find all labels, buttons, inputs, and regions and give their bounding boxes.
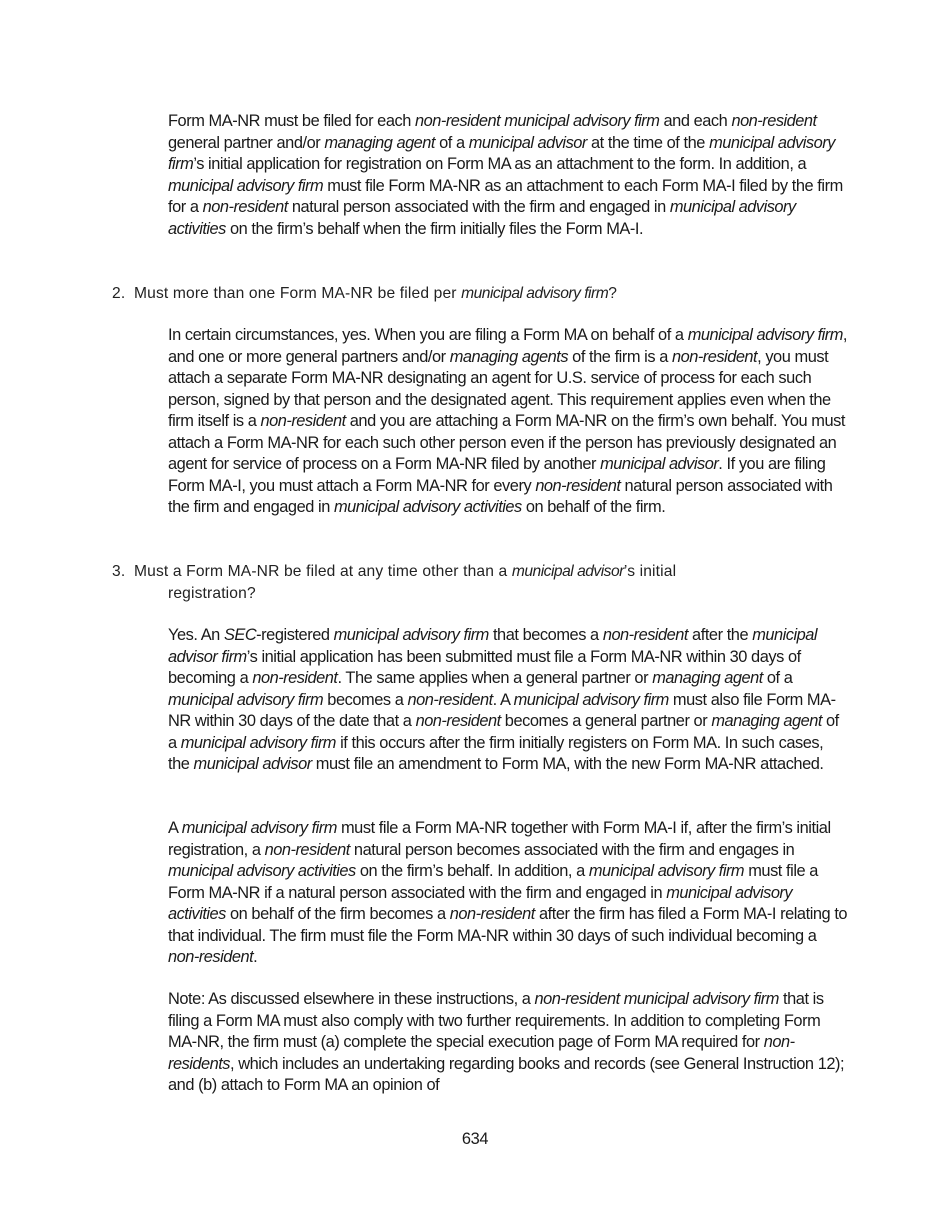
italic-term: municipal advisor bbox=[468, 133, 587, 152]
text-run: Form MA-NR must be filed for each bbox=[168, 112, 416, 130]
paragraph-1 bbox=[168, 111, 848, 240]
italic-term: non-resident bbox=[671, 347, 758, 366]
text-run: if this occurs after the firm initially registers on Form MA. In such cases, the bbox=[168, 733, 824, 773]
text-run: ’s initial application for registration on Form MA as an attachment to the form. In addition, a bbox=[193, 155, 807, 173]
italic-term: municipal advisory firm bbox=[687, 326, 843, 344]
text-run: of a bbox=[434, 133, 469, 152]
text-run: Must more than one Form MA-NR be filed per bbox=[134, 285, 462, 302]
italic-term: non-resident bbox=[407, 690, 493, 709]
italic-term: municipal advisory firm bbox=[180, 733, 336, 752]
text-run: . The same applies when a general partner or bbox=[337, 669, 653, 687]
text-run: ? bbox=[608, 285, 618, 302]
italic-term: managing agent bbox=[652, 669, 763, 687]
question-3 bbox=[112, 561, 832, 605]
italic-term: municipal advisory activities bbox=[333, 498, 522, 516]
italic-term: municipal advisory firm bbox=[181, 819, 337, 837]
page-number: 634 bbox=[461, 1130, 489, 1148]
text-run: . A bbox=[492, 690, 514, 709]
text-run: that becomes a bbox=[488, 626, 603, 644]
text-run: . bbox=[253, 948, 258, 966]
text-run: Must a Form MA-NR be filed at any time other than a bbox=[134, 563, 512, 580]
italic-term: non-resident bbox=[731, 112, 817, 130]
italic-term: non-resident bbox=[602, 626, 688, 644]
text-run: at the time of the bbox=[586, 133, 710, 152]
text-run: ’s initial bbox=[623, 563, 677, 580]
question-3-number: 3. bbox=[112, 563, 126, 580]
italic-term: non-resident bbox=[535, 476, 621, 495]
italic-term: municipal advisor bbox=[600, 455, 719, 473]
text-run: becomes a bbox=[323, 690, 408, 709]
text-run: must also file Form MA-NR within 30 days of the date that a bbox=[168, 690, 836, 730]
italic-term: municipal advisory activities bbox=[168, 862, 356, 880]
italic-term: municipal advisor bbox=[511, 563, 624, 580]
italic-term: non-resident bbox=[168, 948, 254, 966]
italic-term: non-resident bbox=[415, 712, 501, 730]
text-run: on the firm’s behalf when the firm initially files the Form MA-I. bbox=[225, 219, 644, 238]
text-run: of a bbox=[168, 712, 839, 752]
text-run: In certain circumstances, yes. When you are filing a Form MA on behalf of a bbox=[168, 326, 688, 344]
italic-term: non-resident bbox=[202, 198, 288, 216]
text-run: must file Form MA-NR as an attachment to each Form MA-I filed by the firm for a bbox=[168, 176, 843, 216]
paragraph-5-note bbox=[168, 989, 848, 1097]
text-run: after the bbox=[687, 626, 753, 644]
italic-term: non-resident bbox=[264, 840, 350, 859]
text-run: on the firm’s behalf. In addition, a bbox=[355, 862, 589, 880]
italic-term: non-resident bbox=[252, 669, 338, 687]
italic-term: municipal advisory firm bbox=[168, 133, 835, 173]
text-run: after the firm has filed a Form MA-I relating to that individual. The firm must file the Form MA-NR within 30 days of such individual becoming a bbox=[168, 905, 848, 945]
text-run: on behalf of the firm becomes a bbox=[225, 905, 450, 923]
italic-term: managing agents bbox=[449, 347, 569, 366]
text-run: of the firm is a bbox=[568, 347, 672, 366]
text-run: natural person associated with the firm and engaged in bbox=[287, 198, 670, 216]
question-2-text bbox=[112, 283, 832, 305]
paragraph-4 bbox=[168, 818, 848, 969]
text-run: of a bbox=[762, 669, 793, 687]
text-run: becomes a general partner or bbox=[500, 712, 712, 730]
italic-term: municipal advisory firm bbox=[588, 862, 745, 880]
text-run: . If you are filing Form MA-I, you must attach a Form MA-NR for every bbox=[168, 455, 826, 495]
text-run: must file a Form MA-NR if a natural person associated with the firm and engaged in bbox=[168, 862, 818, 902]
italic-term: managing agent bbox=[711, 712, 822, 730]
italic-term: municipal advisory firm bbox=[513, 690, 669, 709]
paragraph-2 bbox=[168, 325, 848, 519]
question-2-number: 2. bbox=[112, 285, 126, 302]
italic-term: non-resident municipal advisory firm bbox=[534, 990, 779, 1008]
text-run: , which includes an undertaking regarding books and records (see General Instruction 12); and (b) attach to Form MA an opinion of bbox=[168, 1054, 845, 1094]
text-run: must file an amendment to Form MA, with the new Form MA-NR attached. bbox=[311, 755, 824, 773]
text-run: Yes. An bbox=[168, 626, 224, 644]
text-run: must file a Form MA-NR together with Form MA-I if, after the firm’s initial registration, a bbox=[168, 819, 831, 859]
italic-term: municipal advisory firm bbox=[461, 285, 609, 302]
italic-term: non-resident bbox=[260, 412, 346, 430]
question-2 bbox=[112, 283, 832, 305]
text-run: natural person becomes associated with the firm and engages in bbox=[349, 840, 795, 859]
italic-term: municipal advisory firm bbox=[168, 690, 324, 709]
text-run: ’s initial application has been submitted must file a Form MA-NR within 30 days of becoming a bbox=[168, 647, 801, 687]
text-run: and you are attaching a Form MA-NR on the firm’s own behalf. You must attach a Form MA-NR for each such other person even if the person has previously designated an agent for service of process on a Form MA-NR filed by another bbox=[168, 412, 845, 473]
italic-term: SEC bbox=[223, 626, 257, 644]
italic-term: municipal advisor bbox=[193, 755, 312, 773]
text-run: that is filing a Form MA must also comply with two further requirements. In addition to completing Form MA-NR, the firm must (a) complete the special execution page of Form MA required for bbox=[168, 990, 824, 1051]
question-3-text-line2: registration? bbox=[168, 585, 256, 602]
text-run: -registered bbox=[256, 626, 334, 644]
text-run: A bbox=[168, 819, 182, 837]
text-run: on behalf of the firm. bbox=[521, 498, 666, 516]
italic-term: non-resident bbox=[449, 905, 535, 923]
text-run: natural person associated with the firm and engaged in bbox=[168, 476, 833, 516]
italic-term: managing agent bbox=[324, 133, 435, 152]
text-run: Note: As discussed elsewhere in these instructions, a bbox=[168, 990, 535, 1008]
italic-term: non-resident municipal advisory firm bbox=[415, 112, 660, 130]
question-3-text-line1 bbox=[112, 561, 832, 583]
paragraph-3 bbox=[168, 625, 848, 776]
text-run: general partner and/or bbox=[168, 133, 325, 152]
italic-term: non-residents bbox=[168, 1033, 795, 1073]
italic-term: municipal advisory activities bbox=[168, 198, 796, 238]
text-run: and each bbox=[659, 112, 732, 130]
italic-term: municipal advisory firm bbox=[168, 176, 324, 195]
text-run: , and one or more general partners and/or bbox=[168, 326, 847, 366]
italic-term: municipal advisory firm bbox=[333, 626, 489, 644]
text-run: , you must attach a separate Form MA-NR designating an agent for U.S. service of process for each such person, signed by that person and the designated agent. This requirement applies even when the firm itself is a bbox=[168, 347, 831, 430]
italic-term: municipal advisory activities bbox=[168, 883, 793, 923]
italic-term: municipal advisor firm bbox=[168, 626, 817, 666]
